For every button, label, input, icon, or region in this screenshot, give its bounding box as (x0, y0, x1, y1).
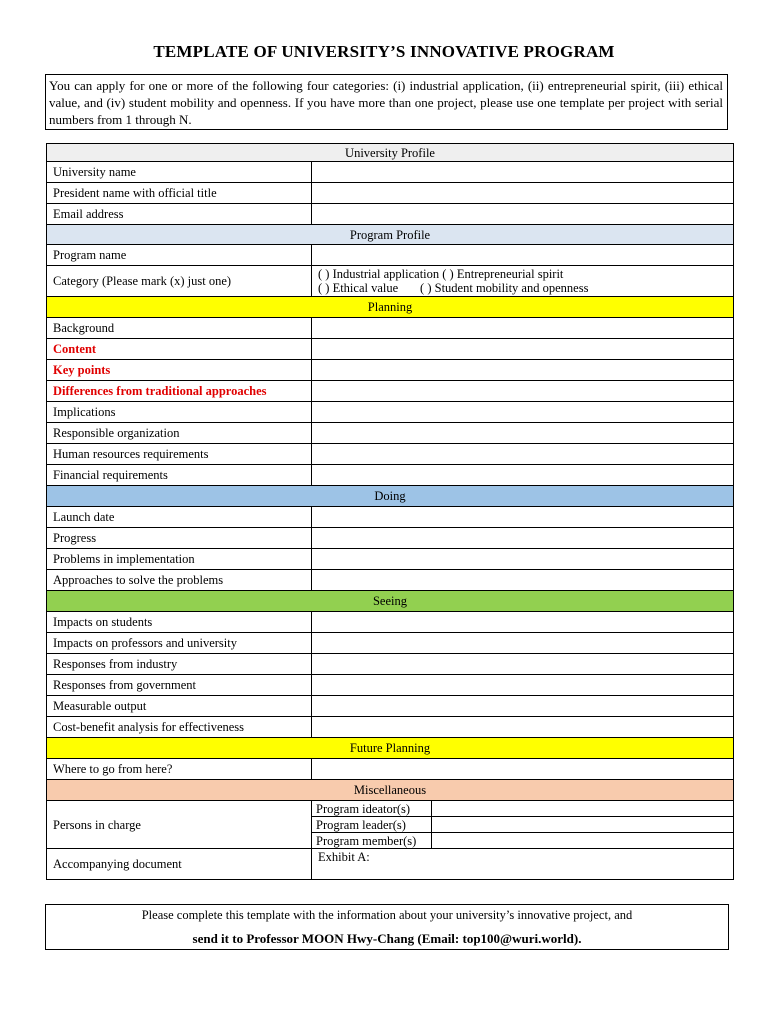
responses-industry-label: Responses from industry (47, 654, 312, 675)
president-name-field[interactable] (312, 183, 734, 204)
where-to-go-field[interactable] (312, 759, 734, 780)
responsible-organization-label: Responsible organization (47, 423, 312, 444)
program-leader-field[interactable] (432, 817, 734, 833)
university-profile-header: University Profile (47, 144, 734, 162)
persons-in-charge-text: Persons in charge (53, 817, 141, 832)
planning-header: Planning (47, 297, 734, 318)
program-profile-header: Program Profile (47, 225, 734, 245)
financial-requirements-label: Financial requirements (47, 465, 312, 486)
program-name-label: Program name (47, 245, 312, 266)
future-planning-header: Future Planning (47, 738, 734, 759)
category-options[interactable] (312, 266, 734, 297)
where-to-go-label: Where to go from here? (47, 759, 312, 780)
responses-government-label: Responses from government (47, 675, 312, 696)
approaches-field[interactable] (312, 570, 734, 591)
measurable-output-field[interactable] (312, 696, 734, 717)
submission-instructions (45, 904, 729, 950)
exhibit-a-text: Exhibit A: (318, 850, 370, 864)
key-points-field[interactable] (312, 360, 734, 381)
impacts-students-label: Impacts on students (47, 612, 312, 633)
miscellaneous-header: Miscellaneous (47, 780, 734, 801)
cost-benefit-field[interactable] (312, 717, 734, 738)
accompanying-document-label: Accompanying document (47, 849, 312, 880)
university-name-label: University name (47, 162, 312, 183)
persons-in-charge-label (47, 801, 312, 849)
responses-government-field[interactable] (312, 675, 734, 696)
program-member-field[interactable] (432, 833, 734, 849)
content-field[interactable] (312, 339, 734, 360)
measurable-output-label: Measurable output (47, 696, 312, 717)
differences-label: Differences from traditional approaches (47, 381, 312, 402)
human-resources-field[interactable] (312, 444, 734, 465)
responsible-organization-field[interactable] (312, 423, 734, 444)
problems-label: Problems in implementation (47, 549, 312, 570)
progress-field[interactable] (312, 528, 734, 549)
program-member-label: Program member(s) (312, 833, 432, 849)
implications-label: Implications (47, 402, 312, 423)
program-profile-table (46, 224, 734, 880)
cost-benefit-label: Cost-benefit analysis for effectiveness (47, 717, 312, 738)
submission-line-2: send it to Professor MOON Hwy-Chang (Email: top100@wuri.world). (192, 931, 582, 946)
president-name-label: President name with official title (47, 183, 312, 204)
program-ideator-field[interactable] (432, 801, 734, 817)
implications-field[interactable] (312, 402, 734, 423)
seeing-header: Seeing (47, 591, 734, 612)
problems-field[interactable] (312, 549, 734, 570)
program-name-field[interactable] (312, 245, 734, 266)
responses-industry-field[interactable] (312, 654, 734, 675)
category-options-line-1[interactable]: ( ) Industrial application ( ) Entrepreneurial spirit (318, 267, 564, 281)
impacts-professors-field[interactable] (312, 633, 734, 654)
key-points-label: Key points (47, 360, 312, 381)
progress-label: Progress (47, 528, 312, 549)
program-ideator-label: Program ideator(s) (312, 801, 432, 817)
university-name-field[interactable] (312, 162, 734, 183)
launch-date-field[interactable] (312, 507, 734, 528)
email-address-field[interactable] (312, 204, 734, 225)
doing-header: Doing (47, 486, 734, 507)
university-profile-table (46, 143, 734, 225)
differences-field[interactable] (312, 381, 734, 402)
approaches-label: Approaches to solve the problems (47, 570, 312, 591)
impacts-professors-label: Impacts on professors and university (47, 633, 312, 654)
launch-date-label: Launch date (47, 507, 312, 528)
financial-requirements-field[interactable] (312, 465, 734, 486)
accompanying-document-field[interactable] (312, 849, 734, 880)
human-resources-label: Human resources requirements (47, 444, 312, 465)
submission-line-1: Please complete this template with the information about your university’s innovative project, and (141, 908, 633, 922)
category-options-line-2[interactable]: ( ) Ethical value ( ) Student mobility and openness (318, 281, 589, 295)
page-title: TEMPLATE OF UNIVERSITY’S INNOVATIVE PROGRAM (153, 42, 615, 61)
content-label: Content (47, 339, 312, 360)
background-field[interactable] (312, 318, 734, 339)
instructions-box: You can apply for one or more of the following four categories: (i) industrial application, (ii) entrepreneurial spirit, (iii) ethical value, and (iv) student mobility and openness. If you have more than one project, please use one template per project with serial numbers from 1 through N. (45, 74, 728, 130)
background-label: Background (47, 318, 312, 339)
impacts-students-field[interactable] (312, 612, 734, 633)
category-label: Category (Please mark (x) just one) (47, 266, 312, 297)
program-leader-label: Program leader(s) (312, 817, 432, 833)
email-address-label: Email address (47, 204, 312, 225)
